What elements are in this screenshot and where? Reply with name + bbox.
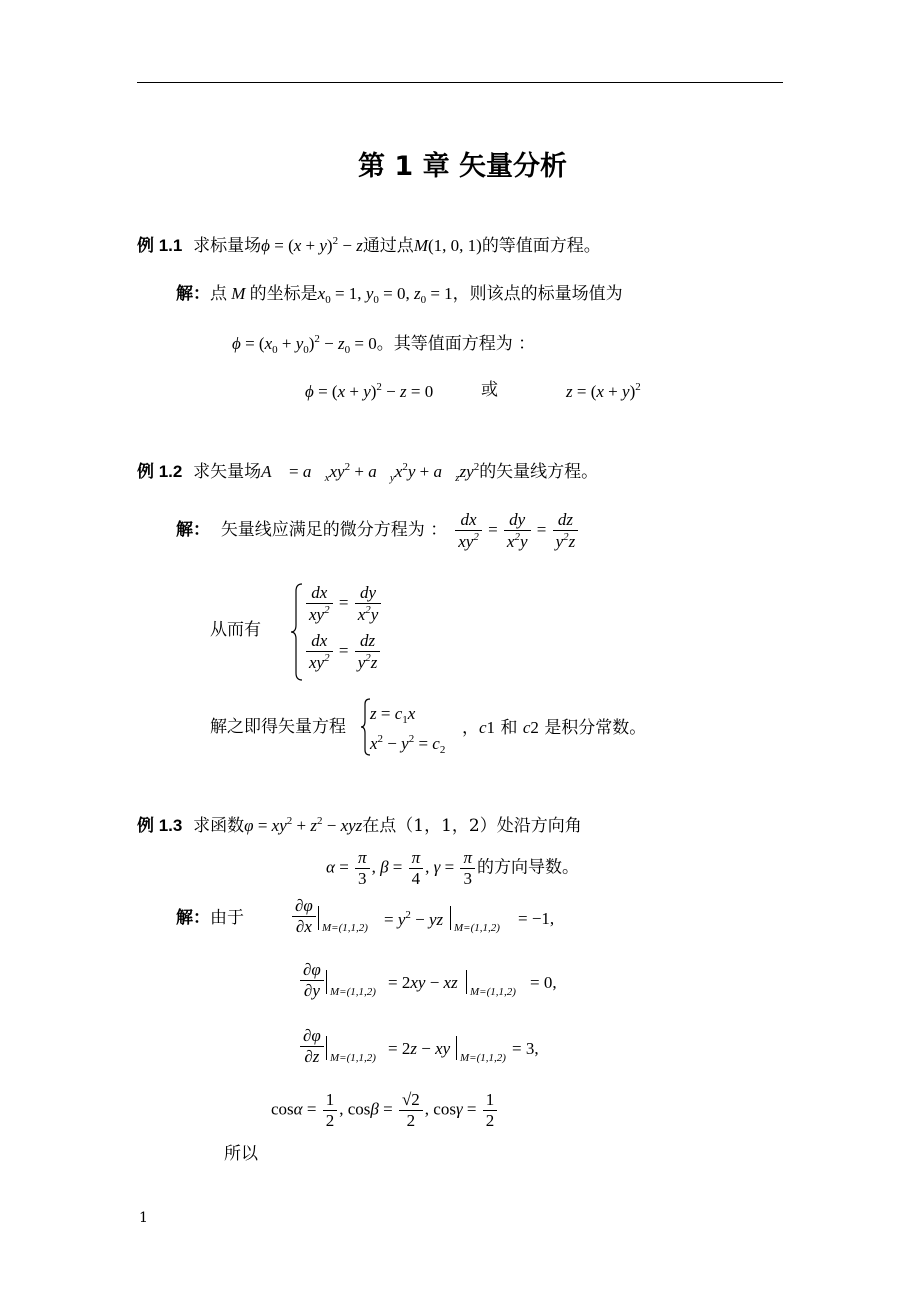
formula: M: [231, 284, 246, 303]
example-1-2-statement: 例 1.2 求矢量场A⃗ = $a⃗_xxy^2$ + $a⃗_yx^2y$ + $a⃗_zzy^2$的矢量线方程。: [137, 461, 599, 484]
formula: $z = (x + y)^2$: [566, 381, 641, 401]
example-1-2-solution: 解： 矢量线应满足的微分方程为 ： $\frac{dx}{xy^2}$ = $\frac{dy}{x^2y}$ = $\frac{dz}{y^2z}$: [176, 510, 580, 551]
example-label: 例 1.3: [137, 816, 183, 835]
or-text: 或: [481, 380, 498, 400]
example-1-3-statement: 例 1.3 求函数$\varphi = xy^2 + z^2$ − xyz在点（1，1，2）处沿方向角: [137, 815, 582, 836]
formula: = 2xy − xz: [388, 973, 458, 992]
example-label: 例 1.2: [137, 462, 183, 481]
solution-label: 解：: [176, 908, 210, 928]
formula: = $y^2$ − yz: [384, 909, 444, 929]
direction-angles: α = $\frac{\pi}{3}$ , β = $\frac{\pi}{4}$ , γ = $\frac{\pi}{3}$ 的方向导数。: [326, 848, 579, 888]
formula: = 2z − xy: [388, 1039, 451, 1058]
equation-line: $\phi = (x_0 + y_0)^2 - z_0 = 0$。其等值面方程为 ：: [232, 333, 536, 356]
thus-label: 从而有: [210, 620, 261, 640]
formula: M(1, 0, 1): [413, 236, 482, 255]
formula: $\frac{dx}{xy^2}$ = $\frac{dy}{x^2y}$ = $\frac{dz}{y^2z}$: [453, 510, 580, 551]
formula: A⃗ = $a⃗_xxy^2$ + $a⃗_yx^2y$ + $a⃗_zzy^2$: [261, 461, 480, 484]
solution-label: 解：: [176, 284, 210, 304]
formula: $\varphi = xy^2 + z^2$ − xyz: [244, 815, 363, 835]
formula: = −1,: [518, 909, 555, 928]
formula: $\phi = (x + y)^2 - z = 0$: [305, 381, 434, 401]
result-label: 解之即得矢量方程: [210, 717, 346, 737]
formula: $x_0 = 1$, $y_0 = 0$, $z_0 = 1$: [317, 284, 453, 306]
formula: $\frac{\partial\varphi}{\partial x}$: [290, 896, 318, 936]
result-tail: ，c1 和 c2 是积分常数。: [462, 718, 647, 738]
formula: = 0,: [530, 973, 557, 992]
formula: $z = c_1x$: [370, 704, 416, 726]
formula: $\phi = (x + y)^2 - z$: [261, 235, 363, 255]
example-label: 例 1.1: [137, 236, 183, 255]
so-label: 所以: [224, 1144, 258, 1164]
formula: $\frac{dx}{xy^2}$ = $\frac{dy}{x^2y}$: [304, 583, 383, 624]
formula: $\frac{\partial\varphi}{\partial z}$: [298, 1026, 326, 1066]
formula: cosα = $\frac{1}{2}$ , cosβ = $\frac{√2}{2}$ , cosγ = $\frac{1}{2}$: [271, 1090, 499, 1130]
formula: $\phi = (x_0 + y_0)^2 - z_0 = 0$: [232, 333, 377, 356]
example-1-3-solution: 解：由于: [176, 908, 244, 928]
header-rule: [137, 82, 783, 83]
left-brace: [290, 583, 304, 681]
solution-label: 解：: [176, 520, 210, 541]
formula: $\frac{dx}{xy^2}$ = $\frac{dz}{y^2z}$: [304, 631, 382, 672]
formula: $x^2 - y^2 = c_2$: [370, 733, 446, 756]
formula: = 3,: [512, 1039, 539, 1058]
example-1-1-solution: 解：点 M 的坐标是$x_0 = 1$, $y_0 = 0$, $z_0 = 1$，则该点的标量场值为: [176, 284, 623, 306]
example-1-1-statement: 例 1.1 求标量场$\phi = (x + y)^2 - z$通过点M(1, 0, 1)的等值面方程。: [137, 235, 601, 256]
formula: $\frac{\partial\varphi}{\partial y}$: [298, 960, 326, 1000]
page-number: 1: [139, 1210, 148, 1226]
chapter-title: 第 1 章 矢量分析: [358, 151, 567, 182]
